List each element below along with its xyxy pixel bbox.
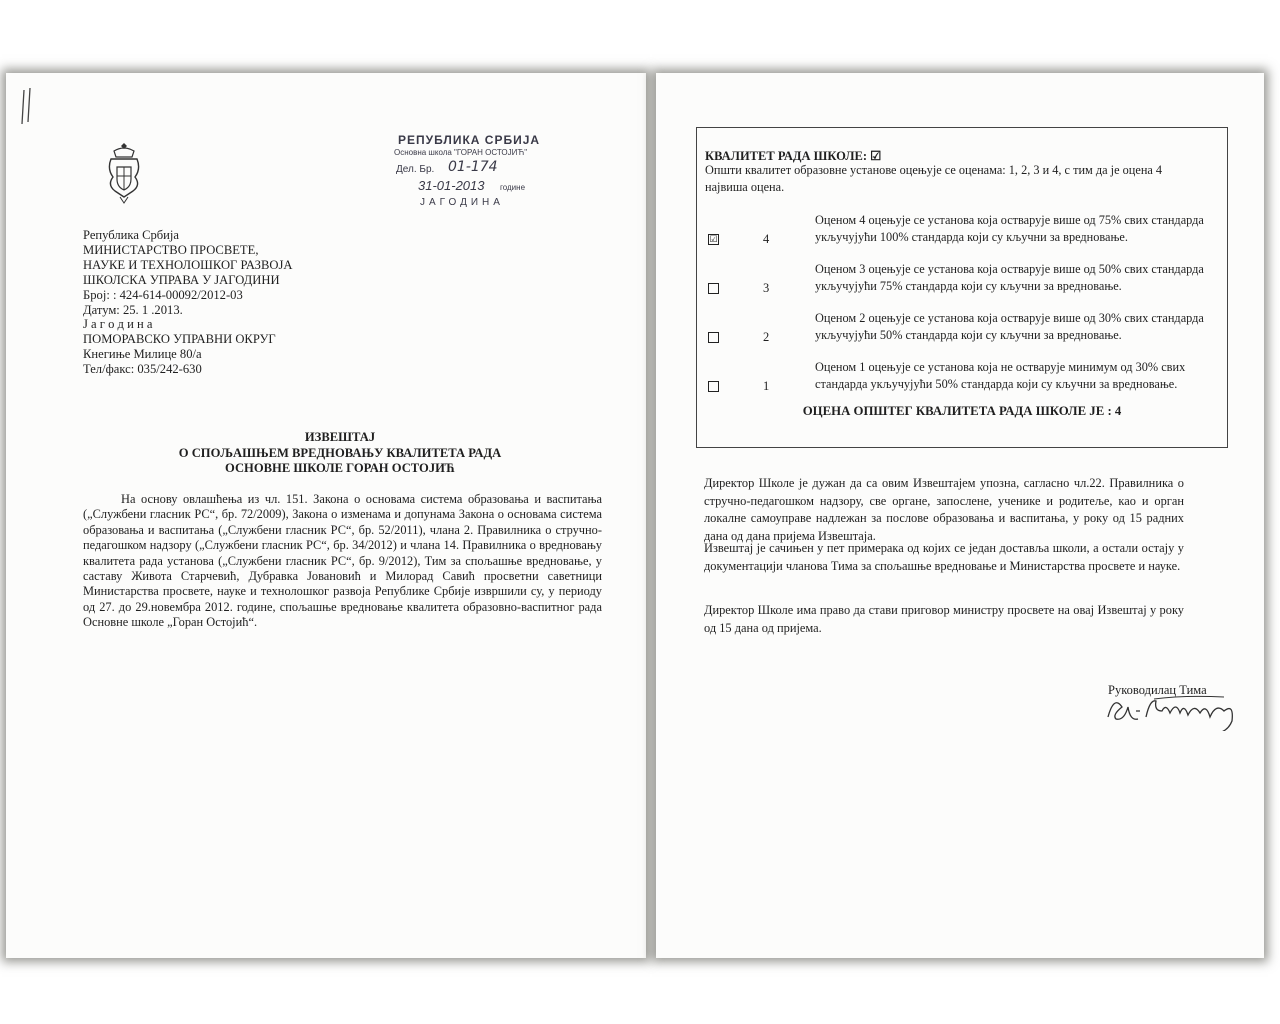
grade-row: [697, 359, 1227, 407]
sender-line: МИНИСТАРСТВО ПРОСВЕТЕ,: [83, 242, 259, 257]
grade-checkbox: ☑: [709, 234, 718, 244]
sender-line: Република Србија: [83, 228, 180, 242]
stamp-del-number: 01-174: [448, 159, 498, 175]
sender-line: Датум: 25. 1 .2013.: [83, 302, 183, 317]
sender-line: Кнегиње Милице 80/а: [83, 347, 202, 362]
copies-paragraph: Извештај је сачињен у пет примерака од којих се један доставља школи, а остали остају у документацији чланова Тима за спољашње вредновање и Министарства просвете и науке.: [704, 541, 1184, 573]
sender-line: ШКОЛСКА УПРАВА У ЈАГОДИНИ: [83, 272, 280, 287]
pen-mark: [18, 86, 42, 128]
grade-checkbox: [708, 381, 719, 392]
title-line: ИЗВЕШТАЈ: [304, 430, 376, 444]
grade-number: 3: [763, 281, 770, 295]
grade-description: Оценом 1 оцењује се установа која не остварује минимум од 30% свих стандарда укључујући 50% стандарда који су кључни за вредновање.: [815, 360, 1186, 391]
grade-row: [697, 261, 1227, 309]
grade-number: 4: [763, 232, 770, 246]
stamp-line2: Основна школа "ГОРАН ОСТОЈИЋ": [394, 148, 528, 157]
final-grade: ОЦЕНА ОПШТЕГ КВАЛИТЕТА РАДА ШКОЛЕ ЈЕ : 4: [802, 404, 1122, 418]
appeal-paragraph: Директор Школе има право да стави приговор министру просвете на овај Извештај у року од 15 дана од пријема.: [704, 603, 1184, 635]
quality-intro: Општи квалитет образовне установе оцењује се оценама: 1, 2, 3 и 4, с тим да је оцена 4 највиша оцена.: [705, 163, 1163, 194]
right-page: [656, 73, 1264, 958]
grade-description: Оценом 3 оцењује се установа која остварује више од 50% свих стандарда укључујући 75% стандарда који су кључни за вредновање.: [815, 262, 1204, 293]
grade-number: 1: [763, 379, 770, 393]
sender-line: Тел/факс: 035/242-630: [83, 362, 202, 377]
grade-row: [697, 310, 1227, 358]
stamp-date: 31-01-2013: [418, 178, 485, 193]
quality-heading: КВАЛИТЕТ РАДА ШКОЛЕ: ☑: [705, 149, 882, 163]
grade-description: Оценом 2 оцењује се установа која остварује више од 30% свих стандарда укључујући 50% стандарда који су кључни за вредновање.: [815, 311, 1204, 342]
registry-stamp: [388, 133, 548, 213]
grade-row: [697, 212, 1227, 260]
sender-line: Ј а г о д и н а: [83, 317, 153, 332]
signature-label: Руководилац Тима: [1108, 683, 1207, 697]
signature-scribble: [1104, 687, 1242, 731]
grade-description: Оценом 4 оцењује се установа која остварује више од 75% свих стандарда укључујући 100% стандарда који су кључни за вредновање.: [815, 213, 1204, 244]
grade-checkbox: [708, 283, 719, 294]
stamp-line1: РЕПУБЛИКА СРБИЈА: [398, 133, 541, 147]
quality-box: [696, 127, 1228, 448]
serbian-coat-of-arms-icon: [105, 141, 143, 207]
stamp-del-label: Дел. Бр.: [396, 164, 435, 175]
title-line: ОСНОВНЕ ШКОЛЕ ГОРАН ОСТОЈИЋ: [225, 461, 455, 475]
report-body-paragraph: На основу овлашћења из чл. 151. Закона о основама система образовања и васпитања („Службени гласник РС“, бр. 72/2009), Закона о изменама и допунама Закона о основама система образовања и васпитања („Службени гласник РС“, бр. 52/2011), члана 2. Правилника о стручно-педагошком надзору („Службени гласник РС“, бр. 34/2012) и члана 14. Правилника о вредновању квалитета рада установа („Службени гласник РС“, бр. 9/2012), Тим за спољашње вредновање, у саставу Живота Старчевић, Дубравка Јовановић и Милорад Савић просветни саветници Министарства просвете, науке и технолошког развоја Републике Србије извршили су, у периоду од 27. до 29.новембра 2012. године, спољашње вредновање квалитета образовно-васпитног рада Основне школе „Горан Остојић“.: [83, 492, 602, 630]
stamp-date-suffix: године: [500, 183, 526, 192]
sender-line: Број: : 424-614-00092/2012-03: [83, 287, 243, 302]
grade-checkbox: [708, 332, 719, 343]
sender-line: ПОМОРАВСКО УПРАВНИ ОКРУГ: [83, 332, 276, 347]
stamp-city: ЈАГОДИНА: [420, 197, 504, 208]
grade-number: 2: [763, 330, 770, 344]
sender-line: НАУКЕ И ТЕХНОЛОШКОГ РАЗВОЈА: [83, 257, 293, 272]
report-title: [150, 430, 530, 477]
title-line: О СПОЉАШЊЕМ ВРЕДНОВАЊУ КВАЛИТЕТА РАДА: [178, 445, 502, 460]
director-duty-paragraph: Директор Школе је дужан да са овим Извештајем упозна, сагласно чл.22. Правилника о стручно-педагошком надзору, све органе, запослене, ученике и родитеље, као и орган локалне самоуправе надлежан за послове образовања и васпитања, у року од 15 радних дана од дана пријема Извештаја.: [704, 476, 1184, 543]
sender-block: [83, 228, 292, 377]
